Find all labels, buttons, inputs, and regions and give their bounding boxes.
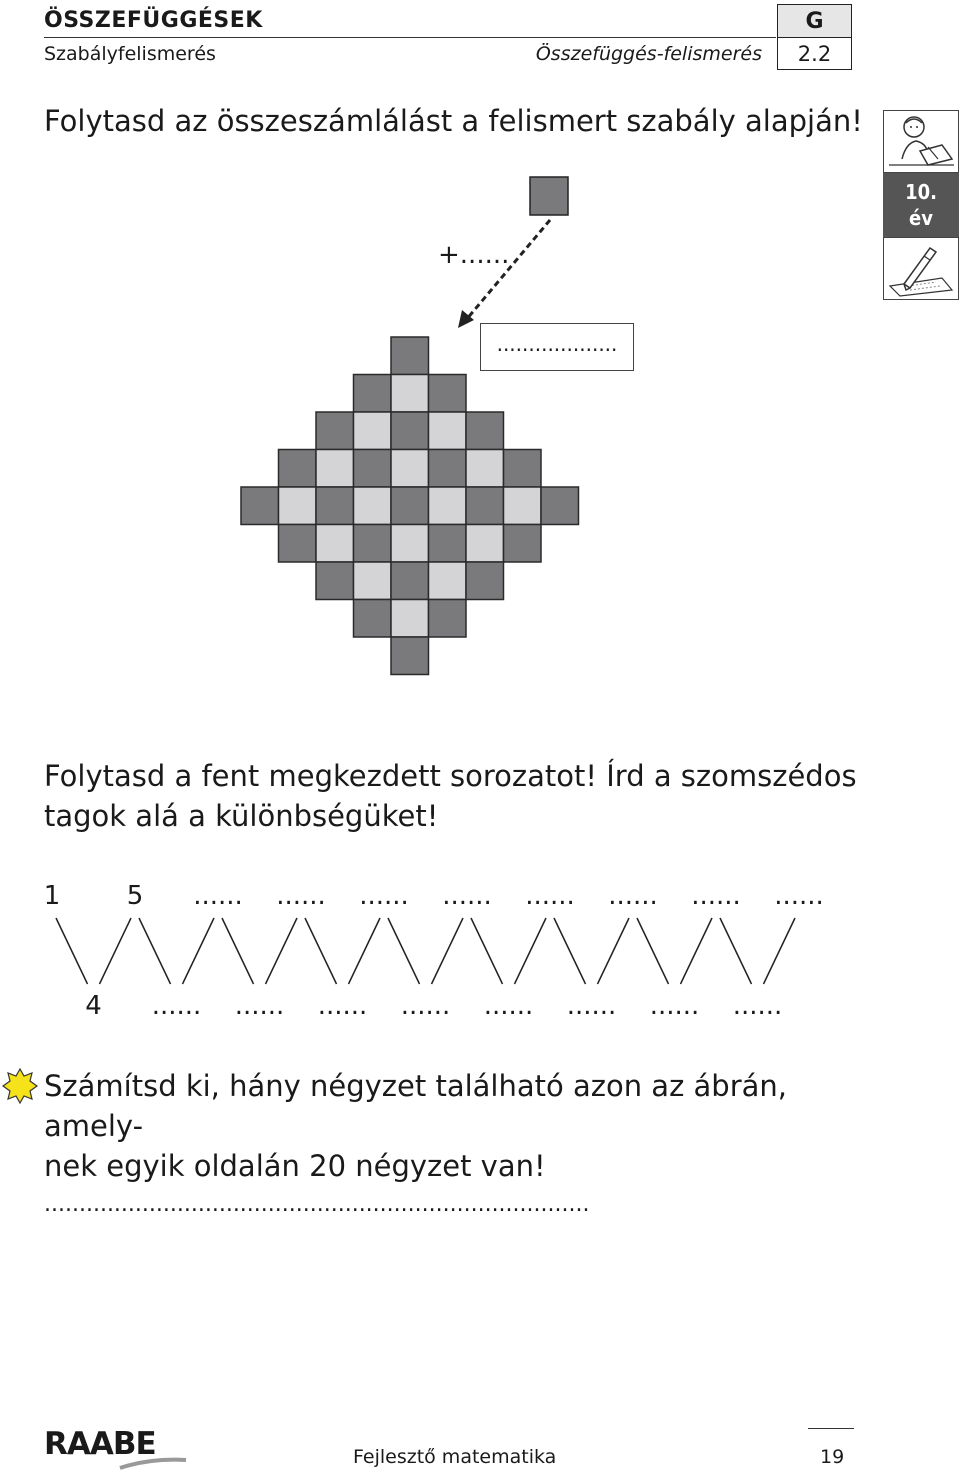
grid-square	[279, 487, 317, 525]
difference-blank[interactable]: ......	[151, 991, 202, 1021]
grid-square	[429, 412, 467, 450]
zigzag-line	[183, 918, 215, 984]
sequence-blank[interactable]: ......	[691, 881, 741, 911]
difference-blank[interactable]: ......	[732, 991, 783, 1021]
section-title: ÖSSZEFÜGGÉSEK	[44, 8, 263, 33]
zigzag-line	[100, 918, 132, 984]
page-number: 19	[820, 1446, 845, 1468]
pen-paper-icon	[883, 237, 959, 300]
grid-square	[391, 600, 429, 638]
plus-label: +......	[438, 240, 510, 270]
answer-dots: ...................	[496, 332, 618, 356]
zigzag-line	[471, 918, 503, 984]
difference-blank[interactable]: ......	[566, 991, 617, 1021]
grid-square	[466, 450, 504, 488]
grid-square	[279, 450, 317, 488]
grid-square	[354, 600, 392, 638]
zigzag-line	[222, 918, 254, 984]
diamond-grid	[240, 336, 584, 680]
zigzag-line	[681, 918, 713, 984]
difference-blank[interactable]: ......	[483, 991, 534, 1021]
task2-instruction: Folytasd a fent megkezdett sorozatot! Írd a szomszédos tagok alá a különbségüket!	[44, 759, 857, 833]
difference-zigzag	[40, 874, 840, 1034]
age-number: 10.	[905, 180, 937, 204]
logo-text: RAABE	[44, 1426, 156, 1462]
header-rule	[44, 37, 776, 38]
grid-square	[354, 375, 392, 413]
grid-square	[354, 450, 392, 488]
zigzag-line	[139, 918, 171, 984]
zigzag-line	[637, 918, 669, 984]
grid-square	[429, 600, 467, 638]
grid-square	[391, 375, 429, 413]
age-label: év	[909, 206, 933, 230]
section-subtitle-right: Összefüggés-felismerés	[535, 43, 762, 65]
grid-square	[316, 562, 354, 600]
zigzag-line	[349, 918, 381, 984]
difference-blank[interactable]: ......	[649, 991, 700, 1021]
book-title: Fejlesztő matematika	[353, 1446, 557, 1468]
grid-square	[316, 412, 354, 450]
difference-blank[interactable]: ......	[317, 991, 368, 1021]
grid-square	[429, 375, 467, 413]
sequence-term: 5	[126, 881, 144, 911]
zigzag-line	[554, 918, 586, 984]
footer-rule	[808, 1428, 854, 1429]
grid-square	[354, 412, 392, 450]
grid-square	[504, 487, 542, 525]
added-square-arrow	[440, 170, 580, 340]
sequence-blank[interactable]: ......	[525, 881, 575, 911]
sequence-blank[interactable]: ......	[193, 881, 243, 911]
zigzag-line	[598, 918, 630, 984]
grid-square	[316, 525, 354, 563]
difference-term: 4	[85, 991, 102, 1021]
grid-square	[541, 487, 579, 525]
section-subtitle: Szabályfelismerés	[44, 43, 216, 65]
task3-line2: nek egyik oldalán 20 négyzet van!	[44, 1149, 546, 1183]
zigzag-line	[720, 918, 752, 984]
grid-square	[316, 450, 354, 488]
grid-square	[504, 450, 542, 488]
grid-square	[354, 487, 392, 525]
grid-square	[391, 412, 429, 450]
child-writing-icon	[883, 110, 959, 173]
grid-square	[504, 525, 542, 563]
grid-square	[279, 525, 317, 563]
age-panel	[883, 110, 959, 300]
grid-square	[354, 562, 392, 600]
grid-square	[429, 487, 467, 525]
dashed-arrow	[466, 220, 550, 320]
sequence-blank[interactable]: ......	[276, 881, 326, 911]
zigzag-line	[305, 918, 337, 984]
grid-square	[354, 525, 392, 563]
grid-square	[241, 487, 279, 525]
zigzag-line	[266, 918, 298, 984]
grid-square	[466, 412, 504, 450]
grid-square	[466, 487, 504, 525]
logo-swoosh-icon	[118, 1452, 188, 1474]
grid-square	[391, 637, 429, 675]
zigzag-line	[388, 918, 420, 984]
zigzag-line	[56, 918, 88, 984]
difference-blank[interactable]: ......	[400, 991, 451, 1021]
sequence-blank[interactable]: ......	[608, 881, 658, 911]
code-letter: G	[778, 5, 851, 38]
task1-instruction: Folytasd az összeszámlálást a felismert szabály alapján!	[44, 104, 863, 138]
grid-square	[391, 525, 429, 563]
added-square	[530, 177, 568, 215]
task3-instruction	[44, 1066, 864, 1186]
zigzag-line	[764, 918, 796, 984]
grid-square	[391, 450, 429, 488]
age-badge	[883, 173, 959, 237]
grid-square	[391, 562, 429, 600]
zigzag-line	[432, 918, 464, 984]
sequence-term: 1	[43, 881, 61, 911]
code-number: 2.2	[797, 42, 832, 66]
sequence-blank[interactable]: ......	[442, 881, 492, 911]
star-icon	[2, 1068, 38, 1104]
task3-line1: Számítsd ki, hány négyzet található azon az ábrán, amely-	[44, 1069, 787, 1143]
zigzag-line	[515, 918, 547, 984]
sequence-blank[interactable]: ......	[774, 881, 824, 911]
grid-square	[429, 450, 467, 488]
sequence-blank[interactable]: ......	[359, 881, 409, 911]
grid-square	[466, 525, 504, 563]
grid-square	[391, 487, 429, 525]
difference-blank[interactable]: ......	[234, 991, 285, 1021]
grid-square	[316, 487, 354, 525]
grid-square	[429, 525, 467, 563]
grid-square	[466, 562, 504, 600]
grid-square	[391, 337, 429, 375]
grid-square	[429, 562, 467, 600]
worksheet-code	[777, 4, 852, 70]
task3-answer-line[interactable]: ..............................................................................	[44, 1192, 590, 1217]
